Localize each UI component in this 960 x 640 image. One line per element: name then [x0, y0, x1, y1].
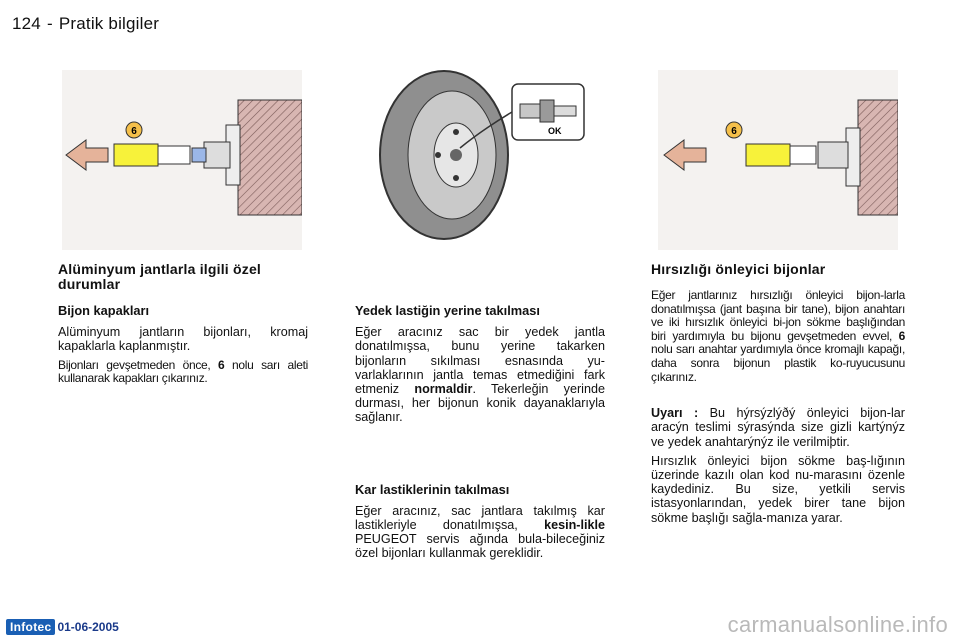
snow-tyres-bold: kesin-likle [544, 518, 605, 533]
antitheft-text-a: Eğer jantlarınız hırsızlığı önleyici bijon-larla donatılmışsa (jant başına bir tane), bijon anahtarı ve iki hırsızlık önleyici bi-jon sökme başlığından biri yardımıyla bu bijonu gevşetmeden evvel, [651, 288, 905, 343]
cap-removal-drawing [62, 70, 302, 250]
antitheft-drawing [658, 70, 898, 250]
spare-wheel-paragraph [355, 325, 605, 424]
wheel-drawing [362, 70, 602, 250]
code-paragraph: Hırsızlık önleyici bijon sökme baş-lığının üzerinde kazılı olan kod nu-marasını özenle kaydediniz. Bu size, yetkili servis istasyonlarından, yedek birer tane bijon sökme başlığı sağla-manıza yarar. [651, 453, 905, 525]
antitheft-tool-number: 6 [898, 328, 905, 343]
warning-paragraph [651, 406, 905, 449]
antitheft-text-c: nolu sarı anahtar yardımıyla önce kromajlı kapağı, daha sonra bijonun plastik ko-ruyucusunu çıkarınız. [651, 342, 905, 384]
edition-date: 01-06-2005 [57, 620, 119, 634]
spare-wheel-title: Yedek lastiğin yerine takılması [355, 303, 540, 318]
left-callout-label: 6 [131, 126, 137, 137]
spare-wheel-text-a: Eğer aracınız sac bir yedek jantla donatılmışsa, bunu yerine takarken bijonların sıkılması esnasında yu-varlaklarının jantla temas etmediğini fark etmeniz [355, 325, 605, 397]
footer [6, 619, 119, 635]
right-callout-label: 6 [731, 126, 737, 137]
antitheft-section [651, 262, 905, 530]
remove-caps-paragraph [58, 359, 308, 386]
nut-caps-subtitle: Bijon kapakları [58, 303, 150, 318]
aluminium-wheels-section [58, 262, 308, 391]
snow-tyres-text-a: Eğer aracınız, sac jantlara takılmış kar lastikleriyle donatılmışsa, [355, 503, 605, 533]
aluminium-wheels-title: Alüminyum jantlarla ilgili özel durumlar [58, 261, 262, 292]
snow-tyres-text-c: PEUGEOT servis ağında bula-bileceğiniz özel bijonları kullanmak gereklidir. [355, 532, 605, 561]
antitheft-bolt-illustration [658, 70, 898, 250]
wheel-illustration [362, 70, 602, 250]
cap-removal-illustration [62, 70, 302, 250]
snow-tyres-title: Kar lastiklerinin takılması [355, 481, 510, 497]
remove-caps-text-a: Bijonları gevşetmeden önce, [58, 357, 219, 372]
spare-wheel-section [355, 304, 605, 566]
infotec-badge: Infotec [6, 619, 55, 635]
spare-wheel-text-c: . Tekerleğin yerinde durması, her bijonun konik dayanaklarıyla sağlanır. [355, 382, 605, 425]
page-header [12, 14, 159, 34]
page-number: 124 [12, 14, 41, 33]
header-separator: - [46, 14, 53, 33]
warning-label: Uyarı : [651, 406, 699, 421]
snow-tyres-paragraph [355, 504, 605, 561]
antitheft-paragraph [651, 289, 905, 384]
remove-caps-tool-number: 6 [218, 357, 225, 372]
section-title: Pratik bilgiler [58, 14, 160, 33]
snow-tyres-block [355, 483, 605, 561]
nut-caps-paragraph: Alüminyum jantların bijonları, kromaj kapaklarla kaplanmıştır. [58, 325, 308, 354]
antitheft-title: Hırsızlığı önleyici bijonlar [651, 261, 826, 277]
remove-caps-text-c: nolu sarı aleti kullanarak kapakları çıkarınız. [58, 357, 308, 386]
warning-text: Bu hýrsýzlýðý önleyici bijon-lar aracýn teslimi sýrasýnda size gizli kartýnýz ve yedek anahtarýnýz ile verilmiþtir. [651, 406, 905, 449]
ok-label: OK [548, 126, 562, 136]
watermark: carmanualsonline.info [727, 612, 948, 637]
spare-wheel-bold: normaldir [414, 382, 473, 397]
